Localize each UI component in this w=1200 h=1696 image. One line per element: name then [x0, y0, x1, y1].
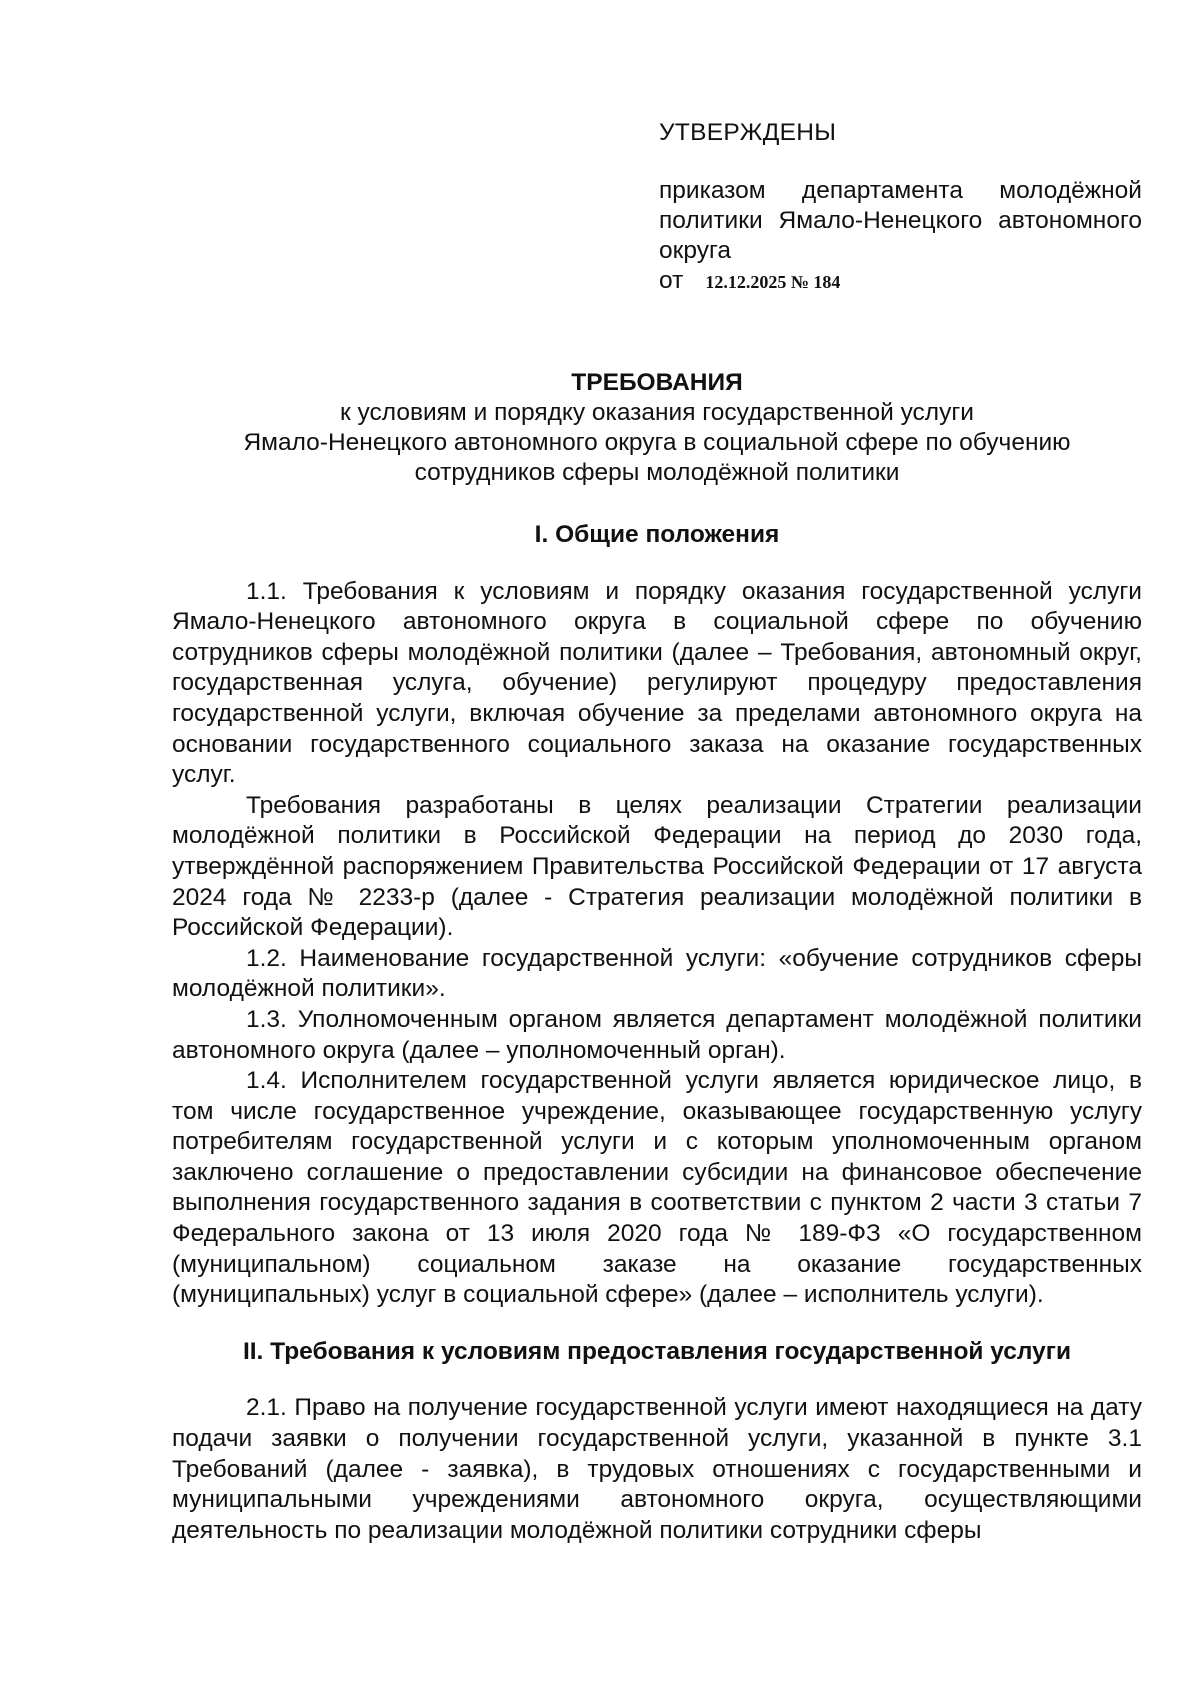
approval-order-text: приказом департамента молодёжной политики Ямало-Ненецкого автономного округа: [659, 177, 1142, 264]
section-heading: I. Общие положения: [534, 521, 780, 548]
paragraph: 2.1. Право на получение государственной услуги имеют находящиеся на дату подачи заявки о получении государственной услуги, указанной в пункте 3.1 Требований (далее - заявка), в трудовых отношениях с государственными и муниципальными учреждениями автономного округа, осуществляющими деятельность по реализации молодёжной политики сотрудники сферы: [172, 1394, 1142, 1544]
paragraph: 1.4. Исполнителем государственной услуги является юридическое лицо, в том числе государственное учреждение, оказывающее государственную услугу потребителям государственной услуги и с которым уполномоченным органом заключено соглашение о предоставлении субсидии на финансовое обеспечение выполнения государственного задания в соответствии с пунктом 2 части 3 статьи 7 Федерального закона от 13 июля 2020 года № 189-ФЗ «О государственном (муниципальном) социальном заказе на оказание государственных (муниципальных) услуг в социальной сфере» (далее – исполнитель услуги).: [172, 1067, 1142, 1309]
approval-stamp-block: [659, 118, 1142, 297]
document-subtitle-line: сотрудников сферы молодёжной политики: [414, 459, 900, 486]
paragraph: 1.3. Уполномоченным органом является департамент молодёжной политики автономного округа (далее – уполномоченный орган).: [172, 1005, 1142, 1064]
paragraph: 1.2. Наименование государственной услуги: «обучение сотрудников сферы молодёжной политики».: [172, 944, 1142, 1003]
paragraph: 1.1. Требования к условиям и порядку оказания государственной услуги Ямало-Ненецкого автономного округа в социальной сфере по обучению сотрудников сферы молодёжной политики (далее – Требования, автономный округ, государственная услуга, обучение) регулируют процедуру предоставления государственной услуги, включая обучение за пределами автономного округа на основании государственного социального заказа на оказание государственных услуг.: [172, 577, 1142, 789]
document-body: [172, 520, 1142, 1546]
approval-heading: УТВЕРЖДЕНЫ: [659, 119, 837, 146]
approval-date-number: 12.12.2025 № 184: [705, 272, 841, 292]
document-title: ТРЕБОВАНИЯ: [571, 369, 743, 396]
document-subtitle-line: к условиям и порядку оказания государственной услуги: [340, 399, 974, 426]
section-heading: II. Требования к условиям предоставления государственной услуги: [242, 1337, 1072, 1365]
approval-date-line: [659, 266, 1142, 297]
approval-date-prefix: от: [659, 267, 684, 294]
document-subtitle-line: Ямало-Ненецкого автономного округа в социальной сфере по обучению: [243, 429, 1071, 456]
paragraph: Требования разработаны в целях реализации Стратегии реализации молодёжной политики в Российской Федерации на период до 2030 года, утверждённой распоряжением Правительства Российской Федерации от 17 августа 2024 года № 2233-р (далее - Стратегия реализации молодёжной политики в Российской Федерации).: [172, 791, 1142, 942]
document-title-block: [172, 368, 1142, 488]
